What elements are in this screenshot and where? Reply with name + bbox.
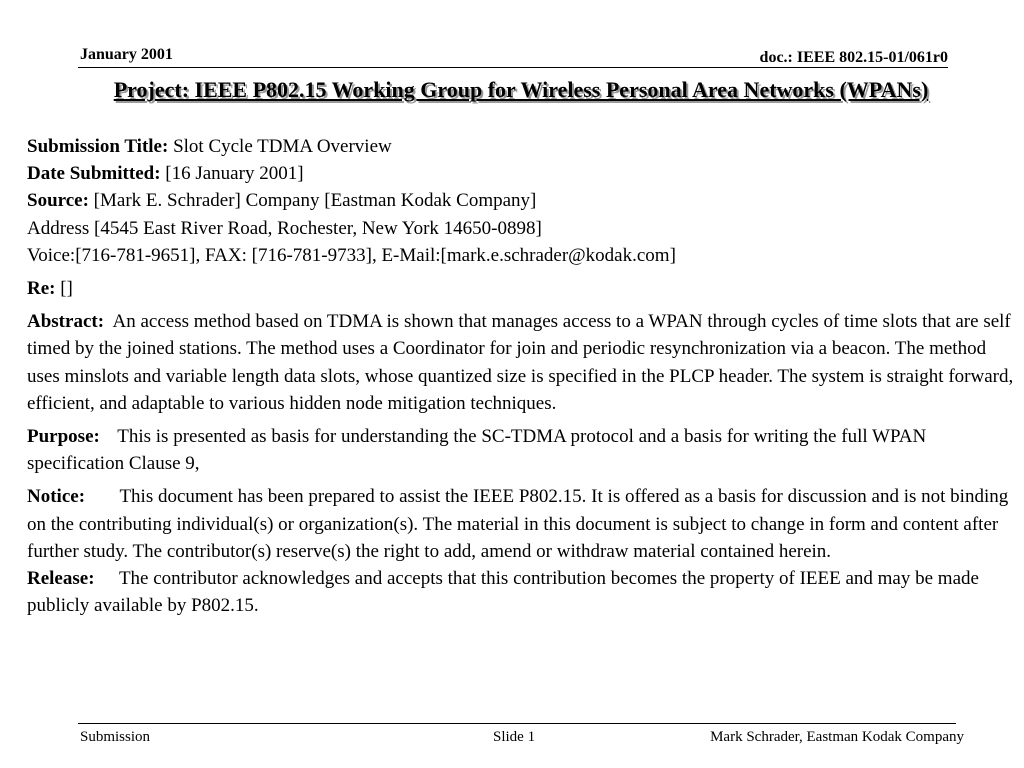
re-line bbox=[27, 275, 1019, 302]
page-title: Project: IEEE P802.15 Working Group for Wireless Personal Area Networks (WPANs) bbox=[113, 77, 929, 102]
abstract-label: Abstract: bbox=[27, 311, 105, 333]
document-body bbox=[27, 133, 1019, 619]
release-label: Release: bbox=[27, 568, 95, 590]
date-submitted-line bbox=[27, 160, 1019, 187]
notice-label: Notice: bbox=[27, 486, 86, 508]
notice-text: This document has been prepared to assist the IEEE P802.15. It is offered as a basis for discussion and is not binding on the contributing individual(s) or organization(s). The material in this document is subject to change in form and content after further study. The contributor(s) reserve(s) the right to add, amend or withdraw material contained herein. bbox=[27, 486, 1009, 562]
address-line: Address [4545 East River Road, Rochester, New York 14650-0898] bbox=[27, 217, 542, 239]
abstract-paragraph bbox=[27, 308, 1019, 417]
footer-slide-number: Slide 1 bbox=[493, 729, 536, 745]
header-date: January 2001 bbox=[80, 46, 173, 63]
abstract-text: An access method based on TDMA is shown that manages access to a WPAN through cycles of time slots that are self timed by the joined stations. The method uses a Coordinator for join and periodic resynchronization via a beacon. The method uses minslots and variable length data slots, whose quantized size is specified in the PLCP header. The system is straight forward, efficient, and adaptable to various hidden node mitigation techniques. bbox=[27, 311, 1014, 414]
header-divider bbox=[78, 67, 948, 68]
notice-paragraph bbox=[27, 483, 1019, 565]
source-line bbox=[27, 187, 1019, 214]
re-value: [] bbox=[60, 278, 73, 300]
header-doc-id: doc.: IEEE 802.15-01/061r0 bbox=[759, 49, 948, 66]
release-text: The contributor acknowledges and accepts that this contribution becomes the property of IEEE and may be made publicly available by P802.15. bbox=[27, 568, 979, 617]
submission-title-value: Slot Cycle TDMA Overview bbox=[173, 136, 392, 157]
purpose-paragraph bbox=[27, 423, 1019, 477]
purpose-text: This is presented as basis for understanding the SC-TDMA protocol and a basis for writing the full WPAN specification Clause 9, bbox=[27, 426, 927, 475]
footer-left: Submission bbox=[80, 729, 151, 745]
purpose-label: Purpose: bbox=[27, 426, 100, 448]
submission-title-line bbox=[27, 133, 1019, 160]
footer-divider bbox=[78, 723, 956, 724]
submission-title-label: Submission Title: bbox=[27, 136, 169, 157]
contact-line: Voice:[716-781-9651], FAX: [716-781-9733], E-Mail:[mark.e.schrader@kodak.com] bbox=[27, 244, 676, 266]
footer-author: Mark Schrader, Eastman Kodak Company bbox=[710, 729, 964, 745]
date-submitted-value: [16 January 2001] bbox=[165, 163, 304, 185]
release-paragraph bbox=[27, 565, 1019, 619]
source-value: [Mark E. Schrader] Company [Eastman Kodak Company] bbox=[93, 190, 537, 212]
re-label: Re: bbox=[27, 278, 56, 300]
date-submitted-label: Date Submitted: bbox=[27, 163, 161, 185]
source-label: Source: bbox=[27, 190, 89, 212]
